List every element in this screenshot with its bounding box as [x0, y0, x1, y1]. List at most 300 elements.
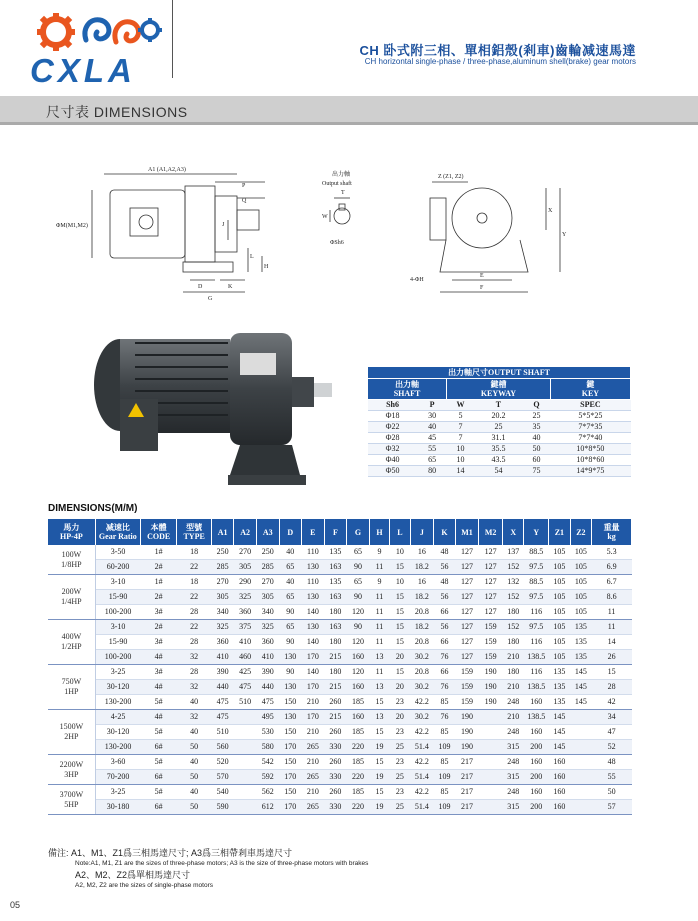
- dim-cell: 137: [502, 545, 523, 560]
- dim-cell: 3-10: [95, 575, 140, 590]
- output-shaft-table: [367, 366, 631, 477]
- dim-cell: 30-120: [95, 725, 140, 740]
- dim-cell: 18.2: [410, 560, 434, 575]
- dim-cell: 440: [256, 680, 279, 695]
- dim-row: [48, 740, 632, 755]
- dim-cell: 90: [279, 605, 302, 620]
- dim-cell: 127: [479, 590, 503, 605]
- label-m: ΦM(M1,M2): [56, 223, 88, 229]
- dim-cell: 15: [390, 605, 410, 620]
- dim-row: [48, 545, 632, 560]
- dim-hp-cell: 200W 1/4HP: [48, 575, 95, 620]
- dim-cell: 152: [502, 590, 523, 605]
- dim-cell: 15: [369, 725, 389, 740]
- dim-cell: 90: [347, 620, 370, 635]
- dim-cell: [234, 755, 257, 770]
- dim-cell: 150: [279, 695, 302, 710]
- side-view-drawing: [92, 174, 265, 292]
- dim-cell: 163: [324, 560, 347, 575]
- dim-cell: 105: [570, 605, 591, 620]
- dim-cell: 190: [479, 665, 503, 680]
- dim-cell: 23: [390, 725, 410, 740]
- shaft-col-header: Q: [523, 400, 551, 411]
- dim-cell: 30.2: [410, 680, 434, 695]
- dim-cell: 10: [390, 545, 410, 560]
- label-sh6: ΦSh6: [330, 240, 344, 246]
- dim-cell: 105: [549, 575, 570, 590]
- dim-row: [48, 695, 632, 710]
- dim-col-header: A3: [256, 519, 279, 545]
- front-view-drawing: [430, 182, 560, 292]
- dim-cell: 160: [549, 770, 570, 785]
- dim-cell: 85: [434, 785, 455, 800]
- dim-cell: 135: [570, 650, 591, 665]
- shaft-cell: Φ18: [368, 411, 418, 422]
- dim-cell: 105: [549, 560, 570, 575]
- dim-cell: 14: [592, 635, 632, 650]
- dim-cell: 26: [592, 650, 632, 665]
- dim-cell: [570, 770, 591, 785]
- dim-cell: 48: [592, 755, 632, 770]
- dim-cell: 138.5: [524, 650, 549, 665]
- dim-cell: 210: [302, 755, 325, 770]
- dim-col-header: J: [410, 519, 434, 545]
- dim-cell: 13: [369, 650, 389, 665]
- dim-hp-cell: 750W 1HP: [48, 665, 95, 710]
- dim-cell: 15: [369, 755, 389, 770]
- dim-cell: 18: [177, 545, 211, 560]
- shaft-cell: 43.5: [474, 455, 522, 466]
- dim-hp-cell: 2200W 3HP: [48, 755, 95, 785]
- dim-cell: 330: [324, 740, 347, 755]
- dim-col-header: 馬力 HP-4P: [48, 519, 95, 545]
- dim-col-header: 本體 CODE: [140, 519, 177, 545]
- dim-cell: 250: [211, 545, 234, 560]
- dim-cell: 270: [234, 545, 257, 560]
- dim-cell: 90: [347, 590, 370, 605]
- dim-cell: 145: [549, 710, 570, 725]
- dim-cell: 562: [256, 785, 279, 800]
- dim-cell: 475: [234, 680, 257, 695]
- dim-cell: 265: [302, 770, 325, 785]
- dim-cell: 190: [455, 710, 479, 725]
- dim-cell: [479, 785, 503, 800]
- shaft-row: [368, 444, 631, 455]
- dim-cell: 127: [455, 605, 479, 620]
- dim-cell: 410: [211, 650, 234, 665]
- dim-cell: 3#: [140, 605, 177, 620]
- dim-cell: 42.2: [410, 755, 434, 770]
- dim-cell: 135: [549, 695, 570, 710]
- label-q: Q: [242, 198, 247, 204]
- dim-hp-cell: 1500W 2HP: [48, 710, 95, 755]
- dim-cell: 248: [502, 755, 523, 770]
- dim-cell: 150: [279, 755, 302, 770]
- dim-cell: 410: [256, 650, 279, 665]
- dim-cell: 163: [324, 620, 347, 635]
- dim-cell: 66: [434, 635, 455, 650]
- dim-col-header: G: [347, 519, 370, 545]
- dim-cell: 360: [211, 635, 234, 650]
- dim-cell: 160: [347, 710, 370, 725]
- dim-cell: 40: [177, 695, 211, 710]
- dim-cell: 105: [570, 575, 591, 590]
- gear-icon: [37, 13, 75, 51]
- dim-cell: 315: [502, 740, 523, 755]
- dim-cell: [479, 710, 503, 725]
- dim-cell: 200: [524, 740, 549, 755]
- shaft-row: [368, 411, 631, 422]
- dim-cell: 159: [479, 635, 503, 650]
- dim-cell: 138.5: [524, 680, 549, 695]
- dim-cell: 215: [324, 710, 347, 725]
- dim-cell: 51.4: [410, 800, 434, 815]
- dim-cell: 530: [256, 725, 279, 740]
- dim-cell: 140: [302, 635, 325, 650]
- dim-col-header: D: [279, 519, 302, 545]
- dim-cell: 65: [347, 545, 370, 560]
- dim-row: [48, 680, 632, 695]
- dim-cell: 110: [302, 545, 325, 560]
- dim-cell: 160: [524, 785, 549, 800]
- dim-cell: 260: [324, 695, 347, 710]
- dim-cell: 130: [279, 710, 302, 725]
- label-f: F: [480, 285, 484, 291]
- dim-cell: 2#: [140, 590, 177, 605]
- dim-cell: 13: [369, 680, 389, 695]
- dim-cell: 50: [177, 800, 211, 815]
- dim-cell: 28: [177, 605, 211, 620]
- dim-cell: 105: [570, 560, 591, 575]
- dim-cell: 50: [592, 785, 632, 800]
- dim-cell: 145: [549, 725, 570, 740]
- notes: [48, 846, 648, 890]
- dim-cell: 120: [347, 635, 370, 650]
- dim-cell: 85: [434, 695, 455, 710]
- shaft-row: [368, 466, 631, 477]
- dim-cell: 105: [549, 590, 570, 605]
- dim-cell: 315: [502, 800, 523, 815]
- dim-cell: 52: [592, 740, 632, 755]
- dim-cell: 9: [369, 575, 389, 590]
- dim-cell: [570, 740, 591, 755]
- note-line-2: Note:A1, M1, Z1 are the sizes of three-phase motors; A3 is the size of three-phase motors with brakes: [75, 860, 369, 867]
- dim-cell: 40: [279, 545, 302, 560]
- dim-cell: 10: [390, 575, 410, 590]
- dim-cell: 185: [347, 785, 370, 800]
- dim-cell: 160: [347, 650, 370, 665]
- dim-cell: 120: [347, 605, 370, 620]
- dim-cell: 3#: [140, 635, 177, 650]
- dim-cell: 20.8: [410, 665, 434, 680]
- dim-cell: 130: [279, 650, 302, 665]
- dim-cell: 90: [279, 635, 302, 650]
- shaft-cell: 80: [418, 466, 447, 477]
- dim-cell: 220: [347, 800, 370, 815]
- technical-drawings: [0, 160, 698, 310]
- label-k: K: [228, 284, 233, 290]
- dim-cell: 15: [592, 665, 632, 680]
- dim-cell: 85: [434, 725, 455, 740]
- dim-cell: 250: [256, 545, 279, 560]
- shaft-cell: 7*7*40: [550, 433, 630, 444]
- dim-cell: 160: [347, 680, 370, 695]
- dim-cell: 76: [434, 710, 455, 725]
- label-x: X: [548, 208, 553, 214]
- shaft-cell: Φ50: [368, 466, 418, 477]
- shaft-col-header: W: [447, 400, 475, 411]
- shaft-row: [368, 433, 631, 444]
- dim-cell: 40: [177, 785, 211, 800]
- dim-cell: 135: [324, 575, 347, 590]
- dim-cell: 145: [549, 740, 570, 755]
- dim-cell: 270: [256, 575, 279, 590]
- dim-cell: 18: [177, 575, 211, 590]
- dim-cell: 51.4: [410, 740, 434, 755]
- dim-cell: 190: [455, 740, 479, 755]
- dim-cell: [479, 800, 503, 815]
- label-l: L: [250, 254, 254, 260]
- shaft-row: [368, 455, 631, 466]
- dim-cell: 340: [211, 605, 234, 620]
- dim-col-header: Y: [524, 519, 549, 545]
- dim-cell: 540: [211, 785, 234, 800]
- dim-cell: 325: [211, 620, 234, 635]
- dim-header-row: [48, 519, 632, 545]
- dim-cell: 160: [524, 695, 549, 710]
- dim-cell: 340: [256, 605, 279, 620]
- dim-cell: 15-90: [95, 635, 140, 650]
- dim-cell: 1#: [140, 575, 177, 590]
- dim-cell: 20: [390, 710, 410, 725]
- dim-cell: 127: [455, 545, 479, 560]
- dim-cell: 50: [177, 770, 211, 785]
- dim-cell: 11: [592, 620, 632, 635]
- dim-cell: 145: [570, 680, 591, 695]
- dim-cell: 56: [434, 560, 455, 575]
- dim-cell: 100-200: [95, 605, 140, 620]
- dim-cell: 159: [455, 695, 479, 710]
- dim-cell: 60-200: [95, 560, 140, 575]
- dim-cell: 215: [324, 650, 347, 665]
- dim-cell: 116: [524, 605, 549, 620]
- dim-cell: 34: [592, 710, 632, 725]
- page-title-cn: CH 卧式附三相、單相鋁殼(剎車)齒輪减速馬達: [359, 43, 636, 58]
- dim-cell: 20: [390, 650, 410, 665]
- dim-cell: 135: [570, 635, 591, 650]
- dim-cell: 325: [234, 590, 257, 605]
- shaft-cell: 7: [447, 422, 475, 433]
- dim-cell: 48: [434, 575, 455, 590]
- dim-cell: 163: [324, 590, 347, 605]
- dim-cell: 97.5: [524, 560, 549, 575]
- dim-cell: 105: [549, 650, 570, 665]
- shaft-table-body: [368, 400, 631, 477]
- shaft-cell: 75: [523, 466, 551, 477]
- dim-cell: 185: [347, 725, 370, 740]
- dim-cell: 127: [455, 620, 479, 635]
- label-j: J: [222, 222, 225, 228]
- dim-cell: 6.9: [592, 560, 632, 575]
- shaft-cell: 60: [523, 455, 551, 466]
- dim-cell: 66: [434, 605, 455, 620]
- dim-cell: 47: [592, 725, 632, 740]
- dim-cell: 160: [549, 785, 570, 800]
- shaft-cell: 30: [418, 411, 447, 422]
- dim-cell: 580: [256, 740, 279, 755]
- dim-cell: [234, 800, 257, 815]
- dim-cell: 265: [302, 740, 325, 755]
- logo-text: CXLA: [30, 52, 136, 89]
- dim-cell: 48: [434, 545, 455, 560]
- dim-cell: 25: [390, 740, 410, 755]
- dim-cell: 11: [369, 665, 389, 680]
- dim-cell: 305: [256, 590, 279, 605]
- dim-cell: 116: [524, 635, 549, 650]
- dim-cell: 5#: [140, 695, 177, 710]
- dim-cell: 66: [434, 665, 455, 680]
- dim-cell: 200: [524, 800, 549, 815]
- dim-cell: 15-90: [95, 590, 140, 605]
- dim-cell: 4-25: [95, 710, 140, 725]
- dimensions-table: [48, 519, 632, 815]
- dim-cell: [479, 740, 503, 755]
- dim-cell: 570: [211, 770, 234, 785]
- dim-cell: 105: [549, 620, 570, 635]
- shaft-cell: Φ28: [368, 433, 418, 444]
- dim-cell: 330: [324, 800, 347, 815]
- dim-cell: 56: [434, 590, 455, 605]
- dim-cell: 440: [211, 680, 234, 695]
- dim-cell: 127: [479, 545, 503, 560]
- dim-col-header: A1: [211, 519, 234, 545]
- dim-cell: 210: [302, 785, 325, 800]
- dim-col-header: F: [324, 519, 347, 545]
- dim-cell: 130: [302, 560, 325, 575]
- dim-cell: 42.2: [410, 695, 434, 710]
- dimensions-title: DIMENSIONS(M/M): [48, 503, 138, 514]
- shaft-cell: Φ32: [368, 444, 418, 455]
- dim-cell: 88.5: [524, 545, 549, 560]
- dim-cell: 170: [302, 650, 325, 665]
- dim-row: [48, 710, 632, 725]
- shaft-cell: 14*9*75: [550, 466, 630, 477]
- dim-cell: 8.6: [592, 590, 632, 605]
- dim-cell: 360: [256, 635, 279, 650]
- dim-col-header: H: [369, 519, 389, 545]
- dim-cell: 65: [279, 560, 302, 575]
- dim-cell: 127: [455, 560, 479, 575]
- dim-cell: 127: [455, 635, 479, 650]
- shaft-cell: 50: [523, 444, 551, 455]
- shaft-group-shaft: 出力軸 SHAFT: [368, 379, 447, 400]
- dim-cell: 127: [455, 590, 479, 605]
- shaft-section-drawing: [330, 198, 350, 224]
- dim-cell: 109: [434, 740, 455, 755]
- dim-cell: 217: [455, 785, 479, 800]
- dim-cell: 135: [570, 620, 591, 635]
- dim-cell: 20.8: [410, 605, 434, 620]
- dim-cell: 32: [177, 680, 211, 695]
- shaft-cell: 10: [447, 455, 475, 466]
- dim-cell: 30-180: [95, 800, 140, 815]
- dim-hp-cell: 3700W 5HP: [48, 785, 95, 815]
- dim-cell: 3-50: [95, 545, 140, 560]
- dim-cell: 248: [502, 695, 523, 710]
- dimensions-table-wrap: [48, 519, 632, 815]
- dim-cell: 76: [434, 680, 455, 695]
- dim-cell: 475: [211, 695, 234, 710]
- dim-cell: 25: [390, 800, 410, 815]
- dim-cell: 65: [279, 620, 302, 635]
- dim-cell: 190: [479, 695, 503, 710]
- dim-cell: 210: [302, 695, 325, 710]
- shaft-cell: 35.5: [474, 444, 522, 455]
- label-d: D: [198, 284, 203, 290]
- dim-cell: [234, 770, 257, 785]
- shaft-cell: 31.1: [474, 433, 522, 444]
- dim-cell: 260: [324, 725, 347, 740]
- dim-cell: 88.5: [524, 575, 549, 590]
- shaft-cell: 14: [447, 466, 475, 477]
- dim-cell: 19: [369, 740, 389, 755]
- dim-cell: 11: [369, 560, 389, 575]
- label-output-shaft-cn: 出力軸: [332, 172, 351, 178]
- dim-cell: 305: [211, 590, 234, 605]
- dim-row: [48, 605, 632, 620]
- dim-cell: 28: [177, 665, 211, 680]
- dim-cell: 15: [369, 695, 389, 710]
- dim-cell: 159: [455, 665, 479, 680]
- dim-row: [48, 785, 632, 800]
- dim-cell: 23: [390, 755, 410, 770]
- output-shaft-table-wrap: [367, 366, 631, 477]
- dim-cell: 6#: [140, 800, 177, 815]
- dim-cell: 5#: [140, 755, 177, 770]
- dim-cell: 2#: [140, 620, 177, 635]
- shaft-col-header: P: [418, 400, 447, 411]
- shaft-col-header: SPEC: [550, 400, 630, 411]
- dim-cell: 23: [390, 785, 410, 800]
- dim-cell: 15: [390, 635, 410, 650]
- dim-cell: 150: [279, 725, 302, 740]
- dim-cell: 70-200: [95, 770, 140, 785]
- page-title-en: CH horizontal single-phase / three-phase,aluminum shell(brake) gear motors: [364, 57, 636, 66]
- dim-cell: 542: [256, 755, 279, 770]
- dim-cell: 19: [369, 800, 389, 815]
- dim-cell: 105: [570, 590, 591, 605]
- dim-cell: 159: [479, 650, 503, 665]
- dim-cell: 220: [347, 770, 370, 785]
- shaft-col-header-row: [368, 400, 631, 411]
- shaft-cell: 7: [447, 433, 475, 444]
- dim-cell: 15: [369, 785, 389, 800]
- shaft-cell: 55: [418, 444, 447, 455]
- dim-cell: 140: [302, 665, 325, 680]
- dim-cell: 57: [592, 800, 632, 815]
- shaft-table-title: 出力軸尺寸OUTPUT SHAFT: [368, 367, 631, 379]
- brand-logo: [28, 10, 168, 90]
- dim-cell: 520: [211, 755, 234, 770]
- dim-cell: 5.3: [592, 545, 632, 560]
- shaft-group-keyway: 鍵槽 KEYWAY: [447, 379, 551, 400]
- dim-cell: 30.2: [410, 710, 434, 725]
- dim-cell: 22: [177, 590, 211, 605]
- dim-row: [48, 620, 632, 635]
- shaft-cell: 10*8*60: [550, 455, 630, 466]
- dim-cell: 11: [592, 605, 632, 620]
- dim-cell: 460: [234, 650, 257, 665]
